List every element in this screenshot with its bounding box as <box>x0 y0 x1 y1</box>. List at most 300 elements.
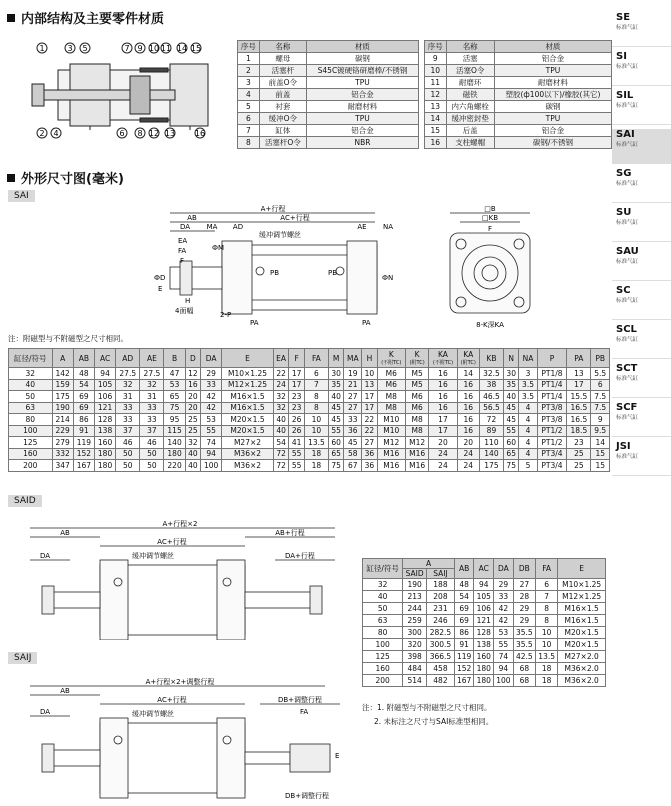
table-cell: 16 <box>457 379 479 391</box>
table-cell: 耐磨材料 <box>306 101 418 113</box>
table-cell: 347 <box>52 460 73 472</box>
sidebar-code: SU <box>616 207 632 218</box>
materials-table-left <box>237 40 419 149</box>
sidebar-code: SG <box>616 168 632 179</box>
header-cell: PB <box>591 349 610 368</box>
table-cell: 300.5 <box>427 639 455 651</box>
said-label-da: DA <box>40 552 51 560</box>
table-cell: 30 <box>328 368 343 380</box>
table-cell: 69 <box>454 615 474 627</box>
table-cell: 55 <box>289 460 304 472</box>
table-cell: 74 <box>201 437 222 449</box>
callout-number: 13 <box>164 129 176 138</box>
table-cell: 18 <box>304 448 328 460</box>
table-cell: 29 <box>201 368 222 380</box>
sidebar-sub: 标准气缸 <box>616 259 639 265</box>
table-cell: 55 <box>504 425 519 437</box>
table-cell: 65 <box>164 391 185 403</box>
table-cell: 铝合金 <box>306 89 418 101</box>
sai-side-drawing <box>130 205 410 330</box>
table-cell: 8 <box>304 391 328 403</box>
header-cell: SAID <box>403 569 427 579</box>
table-cell: 14 <box>425 113 447 125</box>
table-cell: 46 <box>140 437 164 449</box>
table-row <box>425 89 612 101</box>
table-cell: 67 <box>344 460 362 472</box>
table-cell: 13.5 <box>536 651 558 663</box>
said-drawing <box>10 520 350 640</box>
table-cell: 180 <box>94 448 115 460</box>
table-cell: 42 <box>494 615 514 627</box>
said-label-ac-stroke: AC+行程 <box>157 538 187 546</box>
table-row <box>238 77 419 89</box>
table-row <box>425 77 612 89</box>
table-row <box>425 53 612 65</box>
table-cell: 55 <box>201 425 222 437</box>
table-cell: 18 <box>536 663 558 675</box>
header-cell: N <box>504 349 519 368</box>
table-cell: 213 <box>403 591 427 603</box>
table-cell: 10 <box>536 639 558 651</box>
sidebar-sub: 标准气缸 <box>616 25 639 31</box>
table-cell: 16.5 <box>567 402 591 414</box>
table-cell: 72 <box>273 448 289 460</box>
table-cell: 40 <box>273 425 289 437</box>
table-cell: M5 <box>405 368 428 380</box>
table-cell: 活塞杆O令 <box>259 137 306 149</box>
sidebar-sub: 标准气缸 <box>616 415 639 421</box>
table-cell: 231 <box>427 603 455 615</box>
table-cell: 91 <box>454 639 474 651</box>
table-cell: 159 <box>52 379 73 391</box>
table-cell: 152 <box>73 448 94 460</box>
table-cell: 23 <box>289 391 304 403</box>
table-cell: 65 <box>328 448 343 460</box>
table-cell: 27 <box>344 391 362 403</box>
table-cell: 16 <box>429 402 457 414</box>
table-cell: 29 <box>494 579 514 591</box>
table-cell: 208 <box>427 591 455 603</box>
table-cell: M12 <box>377 437 405 449</box>
table-cell: 24 <box>429 448 457 460</box>
table-cell: 53 <box>494 627 514 639</box>
table-cell: 50 <box>363 603 403 615</box>
sidebar-sub: 标准气缸 <box>616 298 639 304</box>
table-cell: 20 <box>185 402 200 414</box>
sidebar-item-scl[interactable] <box>612 324 671 359</box>
table-cell: 94 <box>474 579 494 591</box>
section-title-structure: 内部结构及主要零件材质 <box>7 8 164 27</box>
sidebar-item-sct[interactable] <box>612 363 671 398</box>
said-label-a2: A+行程×2 <box>162 520 198 528</box>
table-cell: 152 <box>454 663 474 675</box>
table-cell: 35 <box>328 379 343 391</box>
header-cell: AD <box>116 349 140 368</box>
header-cell: FA <box>304 349 328 368</box>
table-cell: 60 <box>504 437 519 449</box>
table-cell: 50 <box>140 448 164 460</box>
sidebar-sub: 标准气缸 <box>616 220 639 226</box>
table-cell: M16 <box>405 460 428 472</box>
table-cell: 17 <box>429 425 457 437</box>
table-cell: 16.5 <box>567 414 591 426</box>
table-cell: 35.5 <box>513 627 535 639</box>
table-cell: 碳钢 <box>306 53 418 65</box>
callout-number: 2 <box>39 129 45 138</box>
table-cell: 8 <box>304 402 328 414</box>
table-cell: PT1/2 <box>537 425 567 437</box>
header-cell: PA <box>567 349 591 368</box>
table-cell: 33 <box>116 414 140 426</box>
table-cell: 55 <box>494 639 514 651</box>
table-cell: 35 <box>504 379 519 391</box>
header-cell: MA <box>344 349 362 368</box>
table-cell: 100 <box>494 675 514 687</box>
table-cell: 12 <box>425 89 447 101</box>
table-cell: M8 <box>377 391 405 403</box>
table-cell: 40 <box>273 414 289 426</box>
table-cell: 17 <box>429 414 457 426</box>
table-cell: M20×1.5 <box>558 627 606 639</box>
table-cell: 32.5 <box>479 368 503 380</box>
header-cell: B <box>164 349 185 368</box>
header-cell: AB <box>454 559 474 579</box>
table-cell: 前盖O令 <box>259 77 306 89</box>
table-cell: 244 <box>403 603 427 615</box>
table-cell: 37 <box>140 425 164 437</box>
label-p: 2-P <box>220 311 232 319</box>
table-cell: 16 <box>457 391 479 403</box>
table-cell: M8 <box>377 402 405 414</box>
header-cell: A <box>52 349 73 368</box>
table-cell: 4 <box>519 414 537 426</box>
table-cell: 磁铁 <box>446 89 494 101</box>
table-row <box>238 53 419 65</box>
table-cell: 190 <box>52 402 73 414</box>
table-cell: 75 <box>504 460 519 472</box>
table-cell: 91 <box>73 425 94 437</box>
table-cell: 24 <box>457 448 479 460</box>
saij-drawing <box>10 678 355 803</box>
said-label-da-stroke: DA+行程 <box>285 552 315 560</box>
sidebar-item-sil[interactable] <box>612 90 671 125</box>
label-kb: □KB <box>481 214 499 222</box>
table-cell: 37 <box>116 425 140 437</box>
label-ad: AD <box>232 223 244 231</box>
header-cell: KB <box>479 349 503 368</box>
table-cell: 16 <box>425 137 447 149</box>
table-cell: 46.5 <box>479 391 503 403</box>
table-cell: 50 <box>140 460 164 472</box>
table-cell: 29 <box>513 603 535 615</box>
table-cell: 耐磨环 <box>446 77 494 89</box>
header-cell: D <box>185 349 200 368</box>
table-cell: 50 <box>116 448 140 460</box>
cross-section-drawing <box>30 40 215 140</box>
header-cell: DA <box>201 349 222 368</box>
saij-label-ac-stroke: AC+行程 <box>157 696 187 704</box>
table-cell: 铝合金 <box>494 53 611 65</box>
table-cell: 106 <box>474 603 494 615</box>
sidebar-item-su[interactable] <box>612 207 671 242</box>
table-cell: M16 <box>377 460 405 472</box>
table-cell: 366.5 <box>427 651 455 663</box>
said-label-ab-stroke: AB+行程 <box>275 529 305 537</box>
sidebar-item-si[interactable] <box>612 51 671 86</box>
table-cell: 53 <box>164 379 185 391</box>
saij-label-da: DA <box>40 708 51 716</box>
table-cell: 22 <box>362 425 377 437</box>
label-ma: MA <box>206 223 218 231</box>
table-cell: 26 <box>289 414 304 426</box>
table-cell: 105 <box>94 379 115 391</box>
table-cell: 300 <box>403 627 427 639</box>
note-top: 注：附磁型与不附磁型之尺寸相同。 <box>8 334 128 343</box>
table-cell: 13 <box>425 101 447 113</box>
table-cell: 94 <box>494 663 514 675</box>
header-cell: 缸径/符号 <box>363 559 403 579</box>
sidebar-item-jsi[interactable] <box>612 441 671 476</box>
table-cell: 6 <box>591 379 610 391</box>
table-cell: 3 <box>238 77 260 89</box>
sidebar-item-sc[interactable] <box>612 285 671 320</box>
sidebar-code: SAU <box>616 246 639 257</box>
table-cell: 缓冲密封垫 <box>446 113 494 125</box>
table-cell: 15 <box>425 125 447 137</box>
saij-label-db-adj: DB+调整行程 <box>277 696 323 704</box>
said-label-ab: AB <box>60 529 70 537</box>
table-cell: PT3/8 <box>537 402 567 414</box>
table-cell: 16 <box>429 379 457 391</box>
table-cell: 45 <box>504 414 519 426</box>
table-cell: 后盖 <box>446 125 494 137</box>
sidebar-code: SI <box>616 51 627 62</box>
label-pb-right: PB <box>328 269 338 277</box>
sidebar-item-se[interactable] <box>612 12 671 47</box>
table-row <box>238 137 419 149</box>
sidebar-code: SCF <box>616 402 638 413</box>
table-cell: 耐磨材料 <box>494 77 611 89</box>
callout-number: 15 <box>190 44 202 53</box>
table-cell: 60 <box>328 437 343 449</box>
table-cell: 13.5 <box>304 437 328 449</box>
table-cell: M36×2.0 <box>558 663 606 675</box>
callout-number: 1 <box>39 44 45 53</box>
table-cell: M20×1.5 <box>222 414 273 426</box>
table-cell: 94 <box>201 448 222 460</box>
sidebar-sub: 标准气缸 <box>616 103 639 109</box>
table-cell: 214 <box>52 414 73 426</box>
header-cell: EA <box>273 349 289 368</box>
table-row <box>9 368 610 380</box>
table-cell: 40 <box>9 379 53 391</box>
sidebar-item-sg[interactable] <box>612 168 671 203</box>
table-cell: 54 <box>73 379 94 391</box>
table-cell: 55 <box>289 448 304 460</box>
table-cell: 40 <box>363 591 403 603</box>
table-cell: 100 <box>201 460 222 472</box>
table-cell: 27 <box>362 437 377 449</box>
table-cell: 25 <box>185 414 200 426</box>
table-cell: 40 <box>185 448 200 460</box>
table-cell: 16 <box>429 391 457 403</box>
label-pb-left: PB <box>270 269 280 277</box>
label-k-depth: 8-K深KA <box>476 321 504 329</box>
header-sub: (附TC) <box>409 360 425 366</box>
table-row <box>238 101 419 113</box>
table-cell: 33 <box>116 402 140 414</box>
table-cell: M27×2 <box>222 437 273 449</box>
table-cell: M10×1.25 <box>222 368 273 380</box>
label-pa-right: PA <box>362 319 371 327</box>
table-cell: 7.5 <box>591 391 610 403</box>
table-cell: 332 <box>52 448 73 460</box>
table-row <box>425 101 612 113</box>
table-cell: 10 <box>304 425 328 437</box>
table-cell: 56.5 <box>479 402 503 414</box>
table-cell: 27.5 <box>116 368 140 380</box>
callout-number: 12 <box>148 129 160 138</box>
table-cell: 塑胶(ф100以下)/橡胶(其它) <box>494 89 611 101</box>
table-cell: 6 <box>536 579 558 591</box>
table-row <box>363 579 606 591</box>
table-cell: M12×1.25 <box>558 591 606 603</box>
table-cell: 125 <box>363 651 403 663</box>
header-cell: DA <box>494 559 514 579</box>
callout-number: 7 <box>124 44 130 53</box>
saij-label-e: E <box>335 752 340 760</box>
table-cell: 14 <box>591 437 610 449</box>
sidebar-code: SC <box>616 285 631 296</box>
table-cell: 80 <box>363 627 403 639</box>
sidebar-sub: 标准气缸 <box>616 181 639 187</box>
table-cell: 229 <box>52 425 73 437</box>
sai-end-drawing <box>435 205 545 330</box>
header-cell: AE <box>140 349 164 368</box>
sidebar-item-scf[interactable] <box>612 402 671 437</box>
table-cell: 75 <box>164 402 185 414</box>
table-cell: 32 <box>185 437 200 449</box>
table-cell: 41 <box>289 437 304 449</box>
table-cell: 42.5 <box>513 651 535 663</box>
table-cell: 119 <box>73 437 94 449</box>
table-cell: 45 <box>328 414 343 426</box>
table-cell: 58 <box>344 448 362 460</box>
header-cell: 序号 <box>238 41 260 53</box>
callout-number: 10 <box>148 44 160 53</box>
table-cell: M20×1.5 <box>222 425 273 437</box>
label-d: ФD <box>154 274 166 282</box>
table-cell: 4 <box>519 448 537 460</box>
table-cell: PT3/4 <box>537 448 567 460</box>
table-cell: 160 <box>474 651 494 663</box>
table-cell: S45C镀硬铬研磨棒/不锈钢 <box>306 65 418 77</box>
table-cell: 8 <box>238 137 260 149</box>
callout-number: 4 <box>53 129 59 138</box>
header-sub: (不附TC) <box>432 360 454 366</box>
table-cell: 94 <box>94 368 115 380</box>
header-cell: KA (附TC) <box>457 349 479 368</box>
table-cell: 33 <box>140 402 164 414</box>
header-cell: P <box>537 349 567 368</box>
table-cell: 40 <box>504 391 519 403</box>
table-cell: 80 <box>9 414 53 426</box>
table-row <box>363 615 606 627</box>
table-cell: 4 <box>519 402 537 414</box>
label-e: E <box>158 285 163 293</box>
label-cushion: 缓冲调节螺丝 <box>259 231 301 239</box>
table-cell: 支柱螺帽 <box>446 137 494 149</box>
header-cell: AC <box>94 349 115 368</box>
table-cell: 89 <box>479 425 503 437</box>
table-cell: 铝合金 <box>306 125 418 137</box>
sidebar-item-sau[interactable] <box>612 246 671 281</box>
table-cell: 50 <box>116 460 140 472</box>
sidebar-code: SIL <box>616 90 634 101</box>
table-cell: 25 <box>567 460 591 472</box>
table-cell: M12×1.25 <box>222 379 273 391</box>
table-cell: 19 <box>344 368 362 380</box>
table-cell: 16 <box>457 414 479 426</box>
table-cell: 68 <box>513 675 535 687</box>
table-cell: 100 <box>363 639 403 651</box>
table-cell: 24 <box>457 460 479 472</box>
table-cell: 86 <box>73 414 94 426</box>
table-cell: 31 <box>116 391 140 403</box>
table-cell: 72 <box>479 414 503 426</box>
header-cell: 序号 <box>425 41 447 53</box>
table-cell: 22 <box>362 414 377 426</box>
table-cell: 180 <box>474 663 494 675</box>
table-cell: M16×1.5 <box>558 615 606 627</box>
table-cell: 63 <box>9 402 53 414</box>
table-cell: 33 <box>344 414 362 426</box>
table-cell: 6 <box>304 368 328 380</box>
table-cell: 36 <box>362 448 377 460</box>
label-f-end: F <box>487 225 493 233</box>
table-cell: 40 <box>328 391 343 403</box>
sidebar-item-sai[interactable] <box>612 129 671 164</box>
tag-said: SAID <box>8 495 42 507</box>
header-cell: AB <box>73 349 94 368</box>
table-cell: 前盖 <box>259 89 306 101</box>
table-cell: 7.5 <box>591 402 610 414</box>
table-cell: 63 <box>363 615 403 627</box>
said-saij-table <box>362 558 606 687</box>
table-cell: PT1/4 <box>537 379 567 391</box>
table-cell: M36×2 <box>222 448 273 460</box>
table-cell: 128 <box>474 627 494 639</box>
table-cell: 160 <box>94 437 115 449</box>
table-cell: 121 <box>474 615 494 627</box>
table-cell: 4 <box>238 89 260 101</box>
table-cell: 484 <box>403 663 427 675</box>
table-cell: M6 <box>377 368 405 380</box>
header-cell: FA <box>536 559 558 579</box>
table-cell: 33 <box>201 379 222 391</box>
sidebar-sub: 标准气缸 <box>616 454 639 460</box>
header-sub: (附TC) <box>460 360 476 366</box>
table-cell: M8 <box>405 414 428 426</box>
table-cell: 72 <box>273 460 289 472</box>
sidebar-sub: 标准气缸 <box>616 337 639 343</box>
table-row <box>363 627 606 639</box>
table-cell: 115 <box>164 425 185 437</box>
table-row <box>425 137 612 149</box>
table-cell: 3 <box>519 368 537 380</box>
table-cell: 24 <box>429 460 457 472</box>
header-cell: F <box>289 349 304 368</box>
